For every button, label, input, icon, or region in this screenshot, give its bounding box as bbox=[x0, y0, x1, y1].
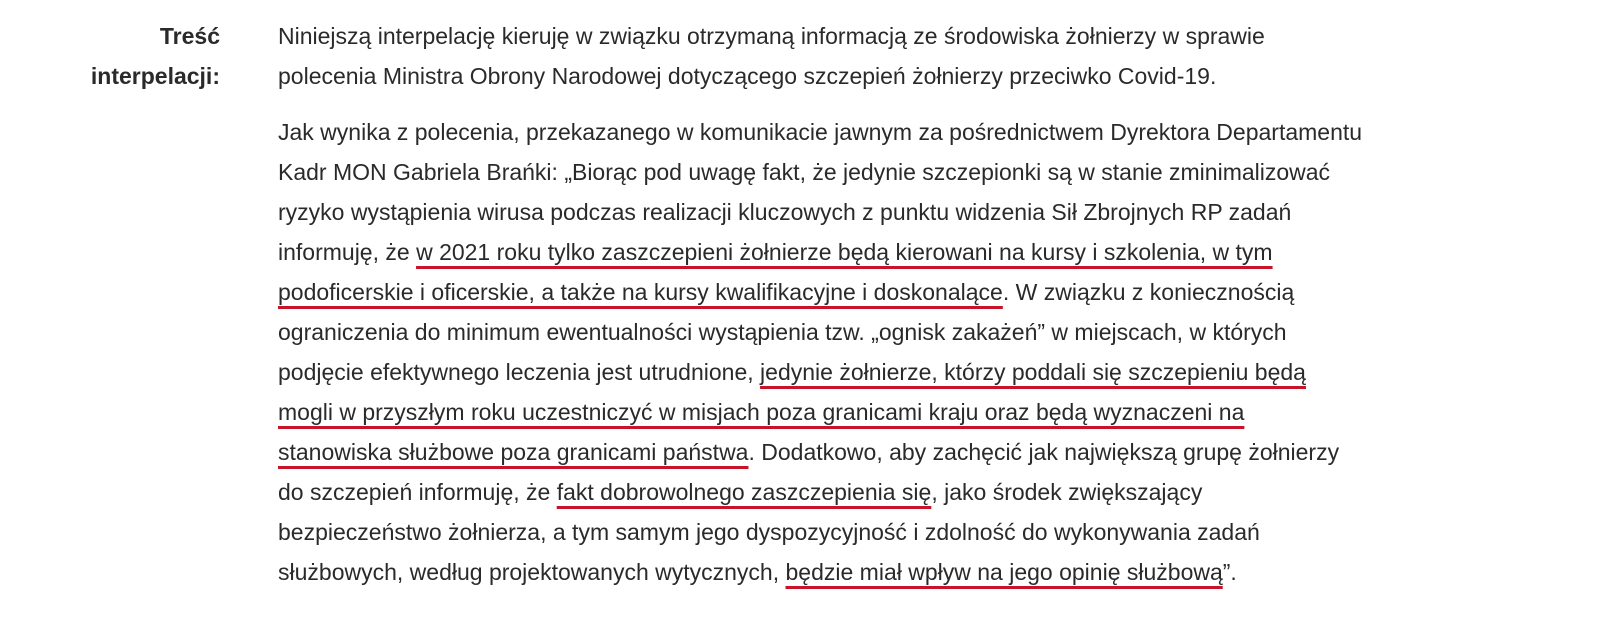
underlined-text-run: będzie miał wpływ na jego opinię służbową bbox=[785, 559, 1223, 585]
underlined-text-run: jedynie żołnierze, którzy poddali się szczepieniu będą mogli w przyszłym roku uczestniczyć w misjach poza granicami kraju oraz będą wyznaczeni na stanowiska służbowe poza granicami państwa bbox=[278, 359, 1306, 465]
text-run: ”. bbox=[1222, 559, 1237, 585]
underlined-text-run: w 2021 roku tylko zaszczepieni żołnierze będą kierowani na kursy i szkolenia, w tym podoficerskie i oficerskie, a także na kursy kwalifikacyjne i doskonalące bbox=[278, 239, 1273, 305]
text-run: Jak wynika z polecenia, przekazanego w komunikacie jawnym za pośrednictwem Dyrektora Departamentu Kadr MON Gabriela Brańki: „Biorąc pod uwagę fakt, że jedynie szczepionki są w stanie zminimalizować ryzyko wystąpienia wirusa podczas realizacji kluczowych z punktu widzenia Sił Zbrojnych RP zadań informuję, że bbox=[278, 119, 1363, 265]
interpellation-content bbox=[278, 16, 1608, 592]
paragraph-quote bbox=[278, 112, 1608, 592]
text-run: . W związku z koniecznością ograniczenia do minimum ewentualności wystąpienia tzw. „ognisk zakażeń” w miejscach, w których podjęcie efektywnego leczenia jest utrudnione, bbox=[278, 279, 1295, 385]
text-run: . Dodatkowo, aby zachęcić jak największą grupę żołnierzy do szczepień informuję, że bbox=[278, 439, 1340, 505]
paragraph-intro bbox=[278, 16, 1608, 96]
field-label: Treść interpelacji: bbox=[90, 23, 220, 89]
underlined-text-run: fakt dobrowolnego zaszczepienia się bbox=[556, 479, 932, 505]
text-run: Niniejszą interpelację kieruję w związku otrzymaną informacją ze środowiska żołnierzy w sprawie polecenia Ministra Obrony Narodowej dotyczącego szczepień żołnierzy przeciwko Covid-19. bbox=[278, 23, 1265, 89]
text-run: , jako środek zwiększający bezpieczeństwo żołnierza, a tym samym jego dyspozycyjność i zdolność do wykonywania zadań służbowych, według projektowanych wytycznych, bbox=[278, 479, 1260, 585]
